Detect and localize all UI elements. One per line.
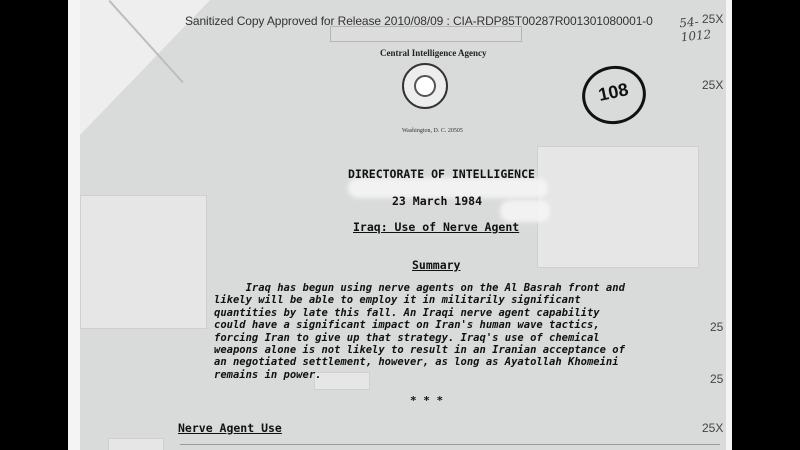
stamp-number: 108 bbox=[596, 79, 631, 105]
release-header: Sanitized Copy Approved for Release 2010/08/09 : CIA-RDP85T00287R001301080001-0 bbox=[185, 14, 653, 28]
redaction-box bbox=[330, 26, 522, 42]
summary-heading: Summary bbox=[412, 258, 461, 272]
summary-body: Iraq has begun using nerve agents on the Al Basrah front and likely will be able to employ it in militarily significant quantities by late this fall. An Iraqi nerve agent capability could have a significant impact on Iran's human wave tactics, forcing Iran to give up that strategy. Iraq's use of chemical weapons alone is not likely to result in an Iranian acceptance of an negotiated settlement, however, as long as Ayatollah Khomeini remains in power. bbox=[214, 282, 625, 381]
agency-location: Washington, D. C. 20505 bbox=[402, 128, 463, 134]
section-separator: * * * bbox=[410, 394, 444, 407]
margin-mark: 25X bbox=[702, 78, 724, 92]
scan-smudge bbox=[500, 200, 550, 222]
redaction-box bbox=[80, 195, 207, 329]
seal-center bbox=[414, 75, 436, 97]
agency-name: Central Intelligence Agency bbox=[380, 48, 487, 58]
document-subject: Iraq: Use of Nerve Agent bbox=[353, 220, 520, 234]
agency-seal-icon bbox=[402, 63, 448, 109]
redaction-box bbox=[108, 438, 164, 450]
bottom-rule bbox=[180, 444, 720, 445]
document-date: 23 March 1984 bbox=[392, 194, 483, 208]
document-number-stamp bbox=[577, 60, 652, 130]
margin-mark: 25 bbox=[710, 320, 724, 334]
section-heading: Nerve Agent Use bbox=[178, 421, 282, 435]
margin-mark: 25X bbox=[702, 12, 724, 26]
handwritten-reference: 54-1012 bbox=[678, 14, 712, 45]
redaction-box bbox=[537, 146, 699, 268]
document-sheet bbox=[80, 0, 726, 450]
scanned-page bbox=[68, 0, 732, 450]
directorate-title: DIRECTORATE OF INTELLIGENCE bbox=[348, 167, 535, 181]
margin-mark: 25 bbox=[710, 372, 724, 386]
margin-mark: 25X bbox=[702, 421, 724, 435]
